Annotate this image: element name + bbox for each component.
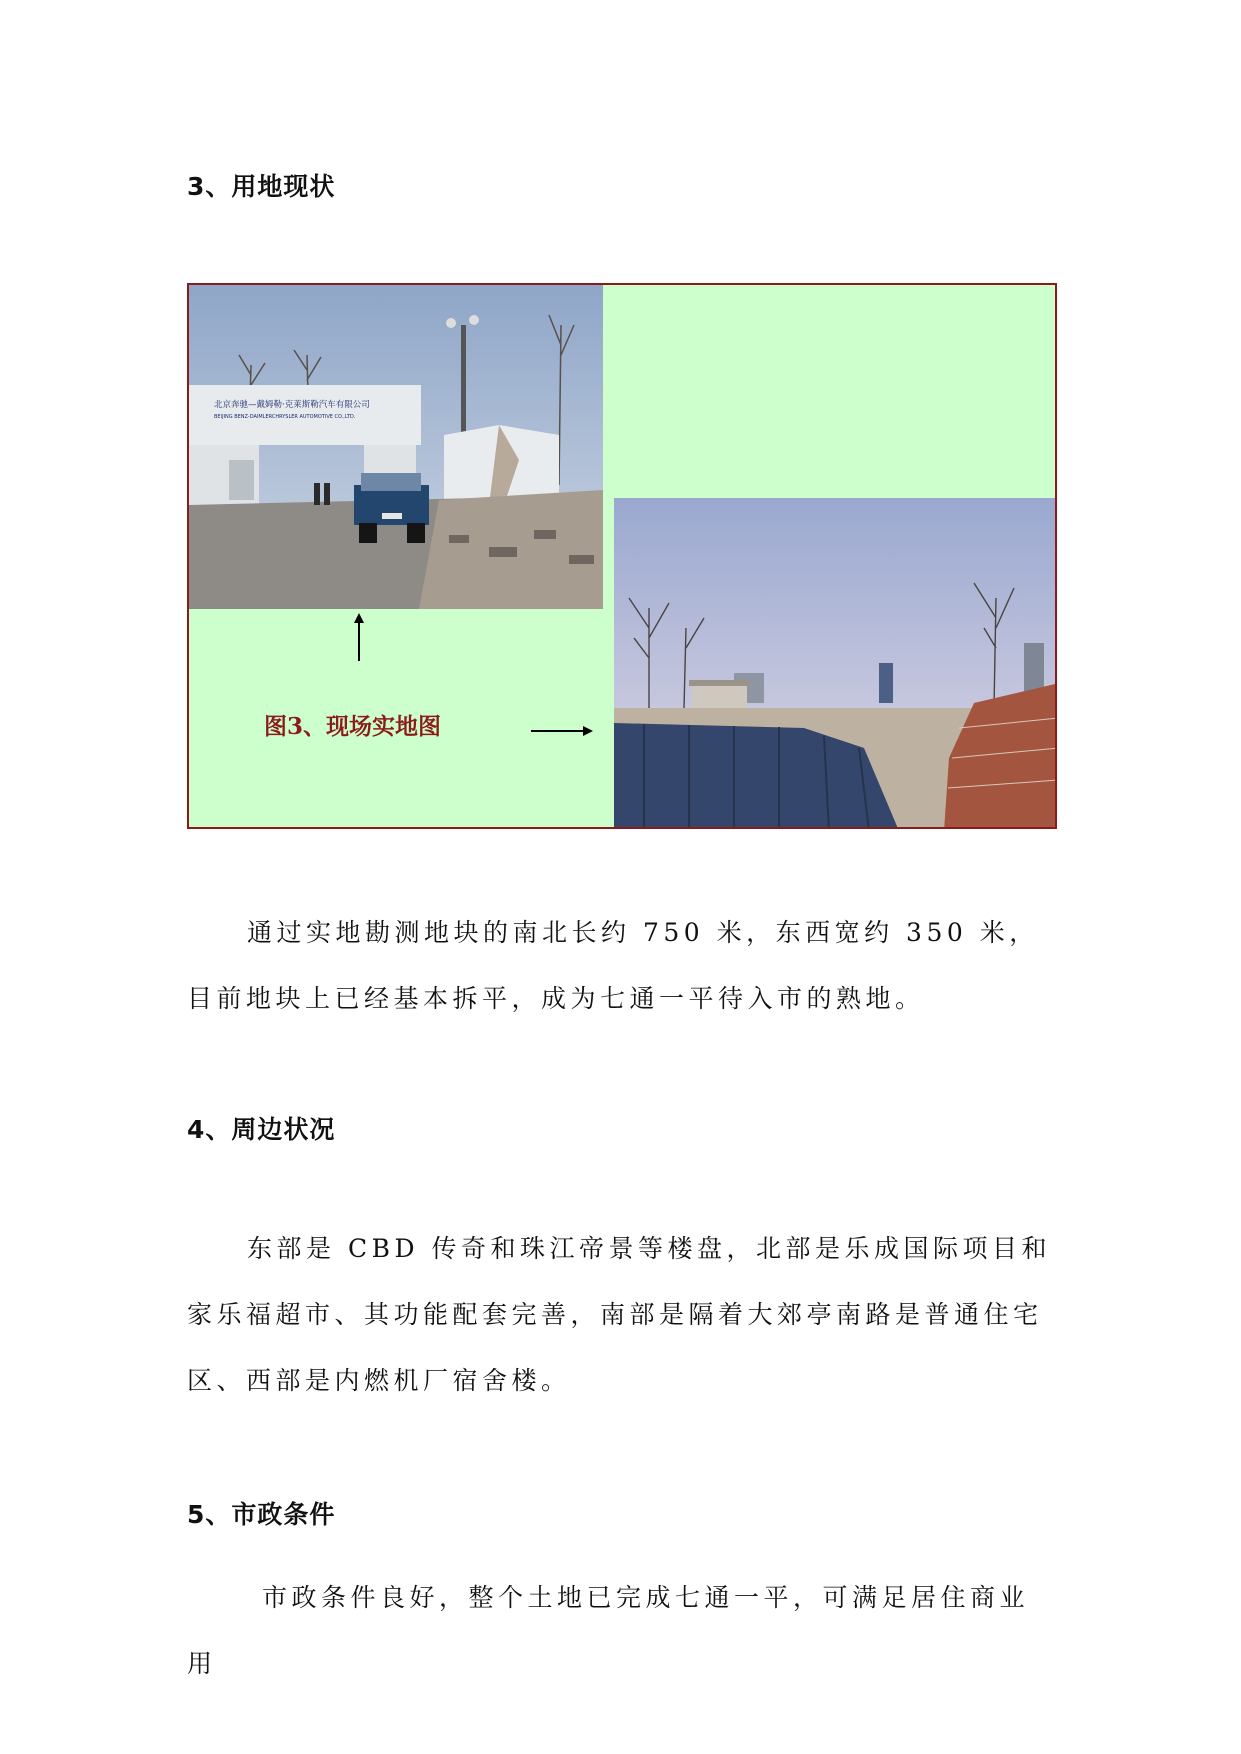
gate-sign-en: BEIJING BENZ-DAIMLERCHRYSLER AUTOMOTIVE CO.,LTD. [214, 414, 356, 420]
section-heading-4: 4、周边状况 [187, 1115, 336, 1144]
site-photo-figure [187, 283, 1057, 829]
up-arrow-icon [351, 613, 367, 663]
section-heading-3: 3、用地现状 [187, 172, 336, 201]
cleared-site-photo [614, 498, 1057, 829]
paragraph-surroundings: 东部是 CBD 传奇和珠江帝景等楼盘，北部是乐成国际项目和家乐福超市、其功能配套完善，南部是隔着大郊亭南路是普通住宅区、西部是内燃机厂宿舍楼。 [187, 1234, 1051, 1395]
section-heading-5: 5、市政条件 [187, 1500, 336, 1529]
figure-caption: 图3、现场实地图 [264, 713, 442, 740]
paragraph-municipal: 市政条件良好，整个土地已完成七通一平，可满足居住商业用 [187, 1583, 1030, 1678]
gate-photo [189, 285, 603, 609]
gate-sign-cn: 北京奔驰—戴姆勒·克莱斯勒汽车有限公司 [214, 400, 370, 410]
right-arrow-icon [531, 723, 593, 739]
paragraph-site-status: 通过实地勘测地块的南北长约 750 米，东西宽约 350 米，目前地块上已经基本拆平，成为七通一平待入市的熟地。 [187, 918, 1039, 1013]
